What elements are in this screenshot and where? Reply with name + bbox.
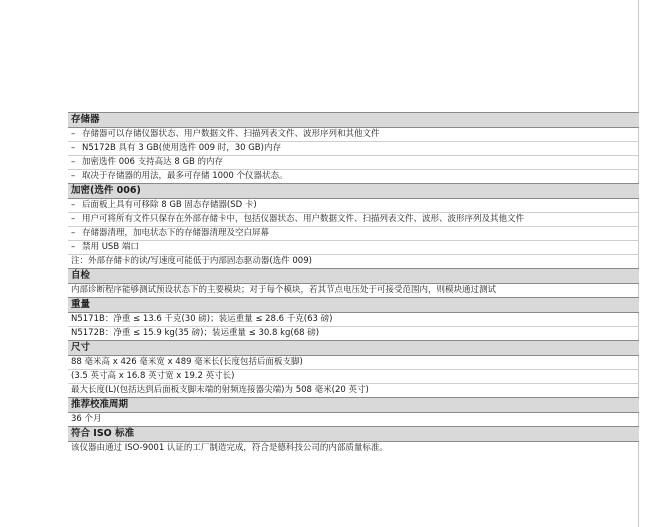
- section-iso-compliance: [68, 426, 639, 455]
- spec-table: [68, 112, 639, 455]
- section-title: 重量: [68, 297, 639, 313]
- bullet-dash: –: [71, 171, 76, 181]
- spec-row: 最大长度(L)(包括达到后面板支脚末端的射频连接器尖端)为 508 毫米(20 英寸): [71, 385, 369, 395]
- spec-note: 注：外部存储卡的读/写速度可能低于内部固态驱动器(选件 009): [71, 256, 312, 266]
- spec-row: [68, 227, 639, 241]
- section-dimensions: [68, 340, 639, 397]
- section-title: 自检: [68, 268, 639, 284]
- section-title: 推荐校准周期: [68, 397, 639, 413]
- spec-row: [68, 199, 639, 213]
- spec-row: (3.5 英寸高 x 16.8 英寸宽 x 19.2 英寸长): [68, 370, 639, 384]
- section-title: 存储器: [68, 112, 639, 128]
- row-text: 存储器可以存储仪器状态、用户数据文件、扫描列表文件、波形序列和其他文件: [82, 129, 380, 139]
- spec-row: 88 毫米高 x 426 毫米宽 x 489 毫米长(长度包括后面板支脚): [68, 356, 639, 370]
- row-text: 加密选件 006 支持高达 8 GB 的内存: [82, 157, 224, 167]
- section-title: 尺寸: [68, 340, 639, 356]
- row-text: 取决于存储器的用法，最多可存储 1000 个仪器状态。: [82, 171, 288, 181]
- bullet-dash: –: [71, 214, 76, 224]
- section-self-test: [68, 268, 639, 297]
- section-title: 符合 ISO 标准: [68, 426, 639, 442]
- bullet-dash: –: [71, 200, 76, 210]
- spec-row: [68, 128, 639, 142]
- section-memory: [68, 112, 639, 183]
- spec-row: [68, 170, 639, 183]
- spec-row: 该仪器由通过 ISO-9001 认证的工厂制造完成，符合是德科技公司的内部质量标准。: [71, 443, 388, 453]
- spec-row: N5172B：净重 ≤ 15.9 kg(35 磅)；装运重量 ≤ 30.8 kg(68 磅): [71, 328, 320, 338]
- section-title: 加密(选件 006): [68, 183, 639, 199]
- row-text: 后面板上具有可移除 8 GB 固态存储器(SD 卡): [82, 200, 257, 210]
- row-text: N5172B 具有 3 GB(使用选件 009 时，30 GB)内存: [82, 143, 281, 153]
- bullet-dash: –: [71, 157, 76, 167]
- spec-row: [68, 156, 639, 170]
- section-encryption: [68, 183, 639, 268]
- spec-row: N5171B：净重 ≤ 13.6 千克(30 磅)；装运重量 ≤ 28.6 千克(63 磅): [68, 313, 639, 327]
- spec-row: [68, 142, 639, 156]
- spec-row: 内部诊断程序能够测试预设状态下的主要模块；对于每个模块，若其节点电压处于可接受范围内，则模块通过测试: [71, 285, 497, 295]
- bullet-dash: –: [71, 129, 76, 139]
- row-text: 禁用 USB 端口: [82, 242, 139, 252]
- row-text: 用户可将所有文件只保存在外部存储卡中，包括仪器状态、用户数据文件、扫描列表文件、波形、波形序列及其他文件: [82, 214, 525, 224]
- spec-row: 36 个月: [71, 414, 102, 424]
- row-text: 存储器清理，加电状态下的存储器清理及空白屏幕: [82, 228, 270, 238]
- section-weight: [68, 297, 639, 340]
- bullet-dash: –: [71, 143, 76, 153]
- bullet-dash: –: [71, 228, 76, 238]
- section-calibration-cycle: [68, 397, 639, 426]
- spec-row: [68, 241, 639, 255]
- bullet-dash: –: [71, 242, 76, 252]
- spec-row: [68, 213, 639, 227]
